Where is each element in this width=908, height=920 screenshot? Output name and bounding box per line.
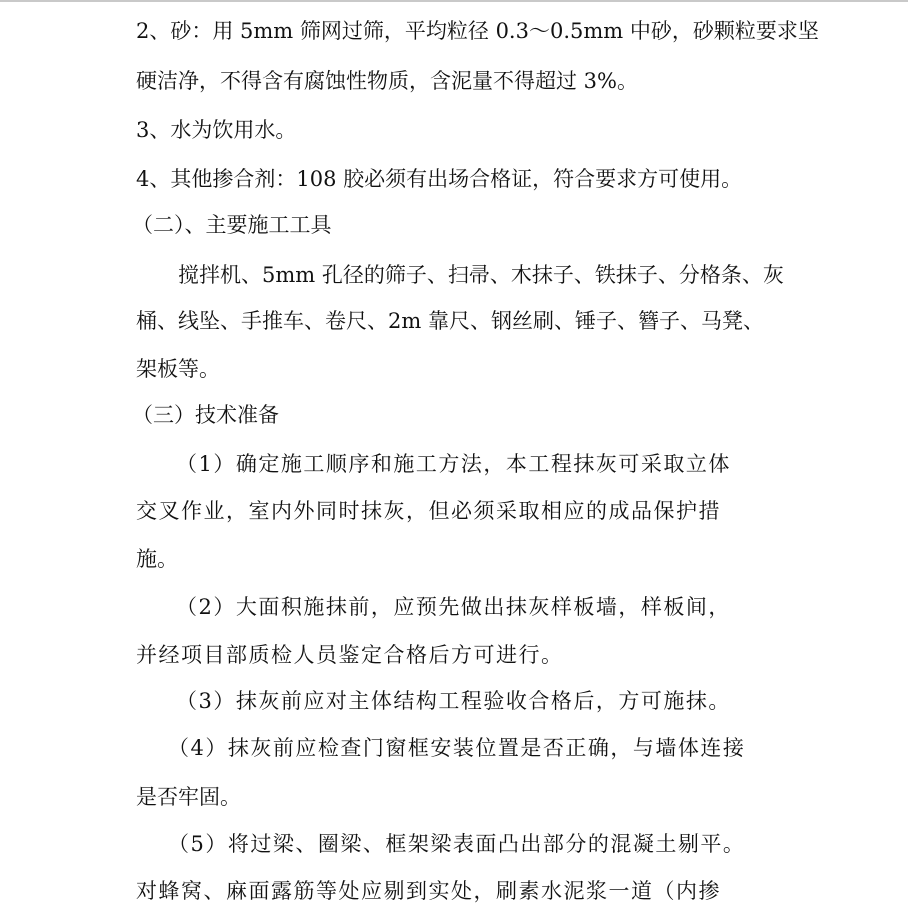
text-line: 3、水为饮用水。 <box>136 118 297 142</box>
text-line: 2、砂：用 5mm 筛网过筛，平均粒径 0.3～0.5mm 中砂，砂颗粒要求坚 <box>136 19 819 43</box>
text-line: 硬洁净，不得含有腐蚀性物质，含泥量不得超过 3%。 <box>136 69 638 93</box>
text-line: （2）大面积施抹前，应预先做出抹灰样板墙，样板间， <box>176 595 731 619</box>
text-line: 是否牢固。 <box>136 785 241 809</box>
text-line: （1）确定施工顺序和施工方法，本工程抹灰可采取立体 <box>176 452 731 476</box>
text-line: 4、其他掺合剂：108 胶必须有出场合格证，符合要求方可使用。 <box>136 167 743 191</box>
page-top-border <box>0 0 908 2</box>
text-line: 搅拌机、5mm 孔径的筛子、扫帚、木抹子、铁抹子、分格条、灰 <box>178 263 784 287</box>
text-line: （3）抹灰前应对主体结构工程验收合格后，方可施抹。 <box>176 689 731 713</box>
text-line: 并经项目部质检人员鉴定合格后方可进行。 <box>136 643 564 667</box>
text-line: 施。 <box>136 547 178 571</box>
text-line: 交叉作业，室内外同时抹灰，但必须采取相应的成品保护措 <box>136 499 721 523</box>
text-line: 桶、线坠、手推车、卷尺、2m 靠尺、钢丝刷、锤子、簪子、马凳、 <box>136 309 764 333</box>
text-line: （4）抹灰前应检查门窗框安装位置是否正确，与墙体连接 <box>168 736 746 760</box>
text-line: 架板等。 <box>136 357 220 381</box>
section-heading: （二）、主要施工工具 <box>132 213 332 237</box>
section-heading: （三）技术准备 <box>132 403 279 427</box>
text-line: （5）将过梁、圈梁、框架梁表面凸出部分的混凝土剔平。 <box>168 832 746 856</box>
text-line: 对蜂窝、麻面露筋等处应剔到实处，刷素水泥浆一道（内掺 <box>136 879 721 903</box>
